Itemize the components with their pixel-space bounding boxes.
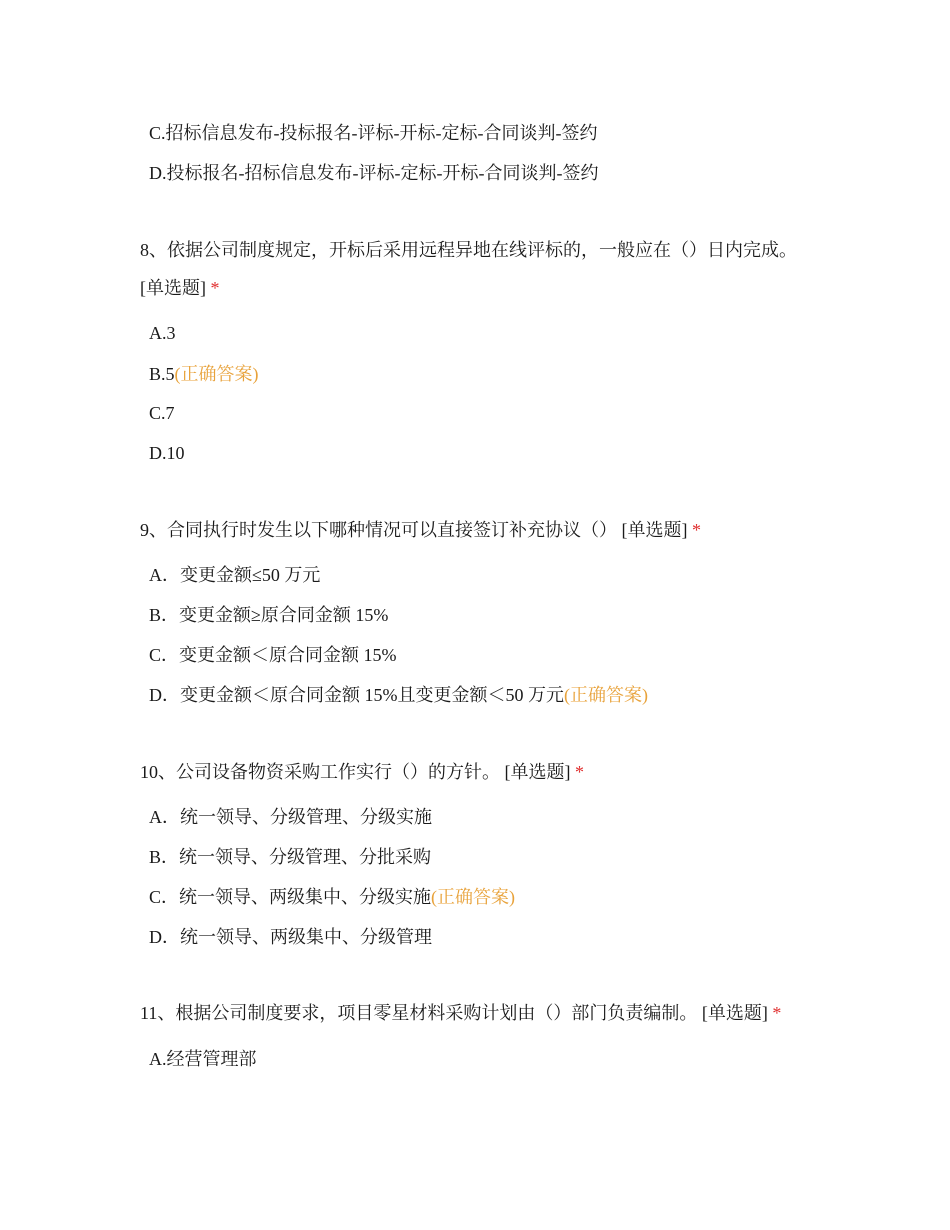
question-type-tag: [单选题] — [504, 762, 571, 782]
question-9 — [140, 511, 800, 549]
correct-answer-mark: (正确答案) — [564, 685, 648, 705]
correct-answer-mark: (正确答案) — [431, 887, 516, 907]
option-text: B．统一领导、分级管理、分批采购 — [149, 847, 432, 867]
question-11 — [140, 994, 800, 1032]
option-text: B．变更金额≥原合同金额 15% — [149, 605, 389, 625]
correct-answer-mark: (正确答案) — [174, 364, 259, 384]
option-text: A.经营管理部 — [149, 1049, 257, 1069]
q9-option-a — [149, 563, 320, 587]
question-type-tag: [单选题] — [701, 1003, 768, 1023]
option-text: A．变更金额≤50 万元 — [149, 565, 321, 585]
option-text: C.7 — [149, 403, 175, 423]
q10-option-d — [149, 925, 432, 949]
question-10 — [140, 753, 800, 791]
required-star: * — [772, 1003, 782, 1023]
question-text: 8、依据公司制度规定，开标后采用远程异地在线评标的，一般应在（）日内完成。 — [140, 240, 797, 260]
q9-option-d — [149, 683, 648, 707]
option-text: C.招标信息发布-投标报名-评标-开标-定标-合同谈判-签约 — [149, 123, 598, 143]
q8-option-a — [149, 321, 176, 345]
q9-option-b — [149, 603, 388, 627]
option-text: C．统一领导、两级集中、分级实施 — [149, 887, 432, 907]
required-star: * — [575, 762, 584, 782]
q8-option-b — [149, 362, 259, 386]
required-star: * — [692, 520, 701, 540]
question-text: 11、根据公司制度要求，项目零星材料采购计划由（）部门负责编制。 — [140, 1003, 698, 1023]
option-text: D．统一领导、两级集中、分级管理 — [149, 927, 432, 947]
option-text: D．变更金额＜原合同金额 15%且变更金额＜50 万元 — [149, 685, 564, 705]
option-text: D.投标报名-招标信息发布-评标-定标-开标-合同谈判-签约 — [149, 163, 599, 183]
required-star: * — [210, 278, 220, 298]
option-d-prev — [149, 161, 598, 185]
question-8 — [140, 231, 800, 307]
q8-option-d — [149, 441, 185, 465]
q9-option-c — [149, 643, 397, 667]
option-text: D.10 — [149, 443, 185, 463]
q10-option-c — [149, 885, 515, 909]
q10-option-a — [149, 805, 432, 829]
option-text: A.3 — [149, 323, 176, 343]
q10-option-b — [149, 845, 431, 869]
question-text: 10、公司设备物资采购工作实行（）的方针。 — [140, 762, 500, 782]
question-type-tag: [单选题] — [621, 520, 688, 540]
question-type-tag: [单选题] — [140, 278, 206, 298]
q11-option-a — [149, 1047, 257, 1071]
option-text: C．变更金额＜原合同金额 15% — [149, 645, 397, 665]
q8-option-c — [149, 401, 175, 425]
option-text: B.5 — [149, 364, 175, 384]
option-text: A．统一领导、分级管理、分级实施 — [149, 807, 432, 827]
option-c-prev — [149, 121, 597, 145]
question-text: 9、合同执行时发生以下哪种情况可以直接签订补充协议（） — [140, 520, 617, 540]
